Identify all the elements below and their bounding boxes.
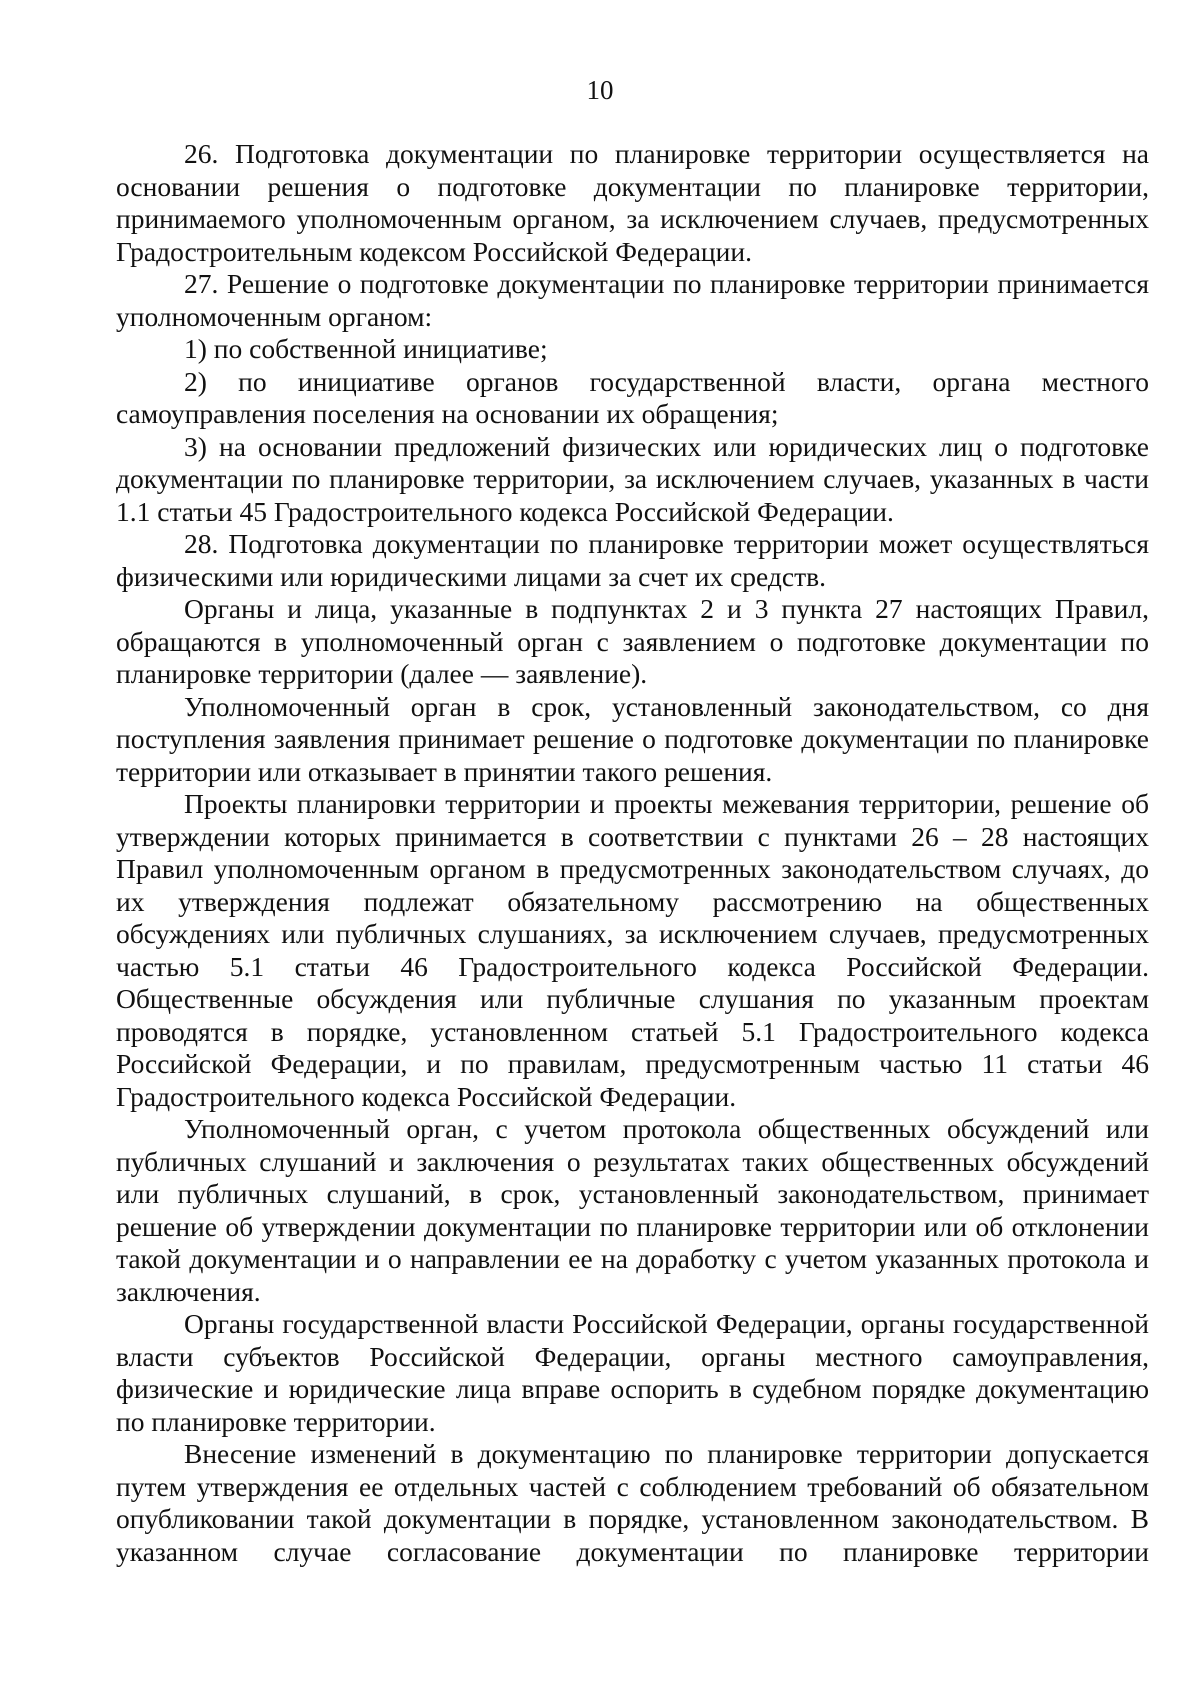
- paragraph-27: 27. Решение о подготовке документации по планировке территории принимается уполномоченным органом:: [116, 268, 1149, 332]
- paragraph-approval: Уполномоченный орган, с учетом протокола общественных обсуждений или публичных слушаний и заключения о результатах таких общественных обсуждений или публичных слушаний, в срок, установленный законодательством, принимает решение об утверждении документации по планировке территории или об отклонении такой документации и о направлении ее на доработку с учетом указанных протокола и заключения.: [116, 1113, 1149, 1307]
- paragraph-applicants: Органы и лица, указанные в подпунктах 2 и 3 пункта 27 настоящих Правил, обращаются в уполномоченный орган с заявлением о подготовке документации по планировке территории (далее — заявление).: [116, 593, 1149, 689]
- paragraph-amendments: Внесение изменений в документацию по планировке территории допускается путем утверждения ее отдельных частей с соблюдением требований об обязательном опубликовании такой документации в порядке, установленном законодательством. В указанном случае согласование документации по планировке территории: [116, 1438, 1149, 1567]
- page-number: 10: [586, 75, 614, 105]
- list-item-2: 2) по инициативе органов государственной власти, органа местного самоуправления поселения на основании их обращения;: [116, 365, 1149, 429]
- paragraph-challenge: Органы государственной власти Российской Федерации, органы государственной власти субъектов Российской Федерации, органы местного самоуправления, физические и юридические лица вправе оспорить в судебном порядке документацию по планировке территории.: [116, 1308, 1149, 1437]
- list-item-3: 3) на основании предложений физических или юридических лиц о подготовке документации по планировке территории, за исключением случаев, указанных в части 1.1 статьи 45 Градостроительного кодекса Российской Федерации.: [116, 430, 1149, 527]
- document-body: [116, 138, 1149, 1568]
- paragraph-public-hearings: Проекты планировки территории и проекты межевания территории, решение об утверждении которых принимается в соответствии с пунктами 26 – 28 настоящих Правил уполномоченным органом в предусмотренных законодательством случаях, до их утверждения подлежат обязательному рассмотрению на общественных обсуждениях или публичных слушаниях, за исключением случаев, предусмотренных частью 5.1 статьи 46 Градостроительного кодекса Российской Федерации. Общественные обсуждения или публичные слушания по указанным проектам проводятся в порядке, установленном статьей 5.1 Градостроительного кодекса Российской Федерации, и по правилам, предусмотренным частью 11 статьи 46 Градостроительного кодекса Российской Федерации.: [116, 788, 1149, 1112]
- paragraph-28: 28. Подготовка документации по планировке территории может осуществляться физическими или юридическими лицами за счет их средств.: [116, 528, 1149, 592]
- paragraph-26: 26. Подготовка документации по планировке территории осуществляется на основании решения о подготовке документации по планировке территории, принимаемого уполномоченным органом, за исключением случаев, предусмотренных Градостроительным кодексом Российской Федерации.: [116, 138, 1149, 267]
- list-item-1: 1) по собственной инициативе;: [184, 333, 548, 364]
- paragraph-decision-term: Уполномоченный орган в срок, установленный законодательством, со дня поступления заявления принимает решение о подготовке документации по планировке территории или отказывает в принятии такого решения.: [116, 690, 1149, 787]
